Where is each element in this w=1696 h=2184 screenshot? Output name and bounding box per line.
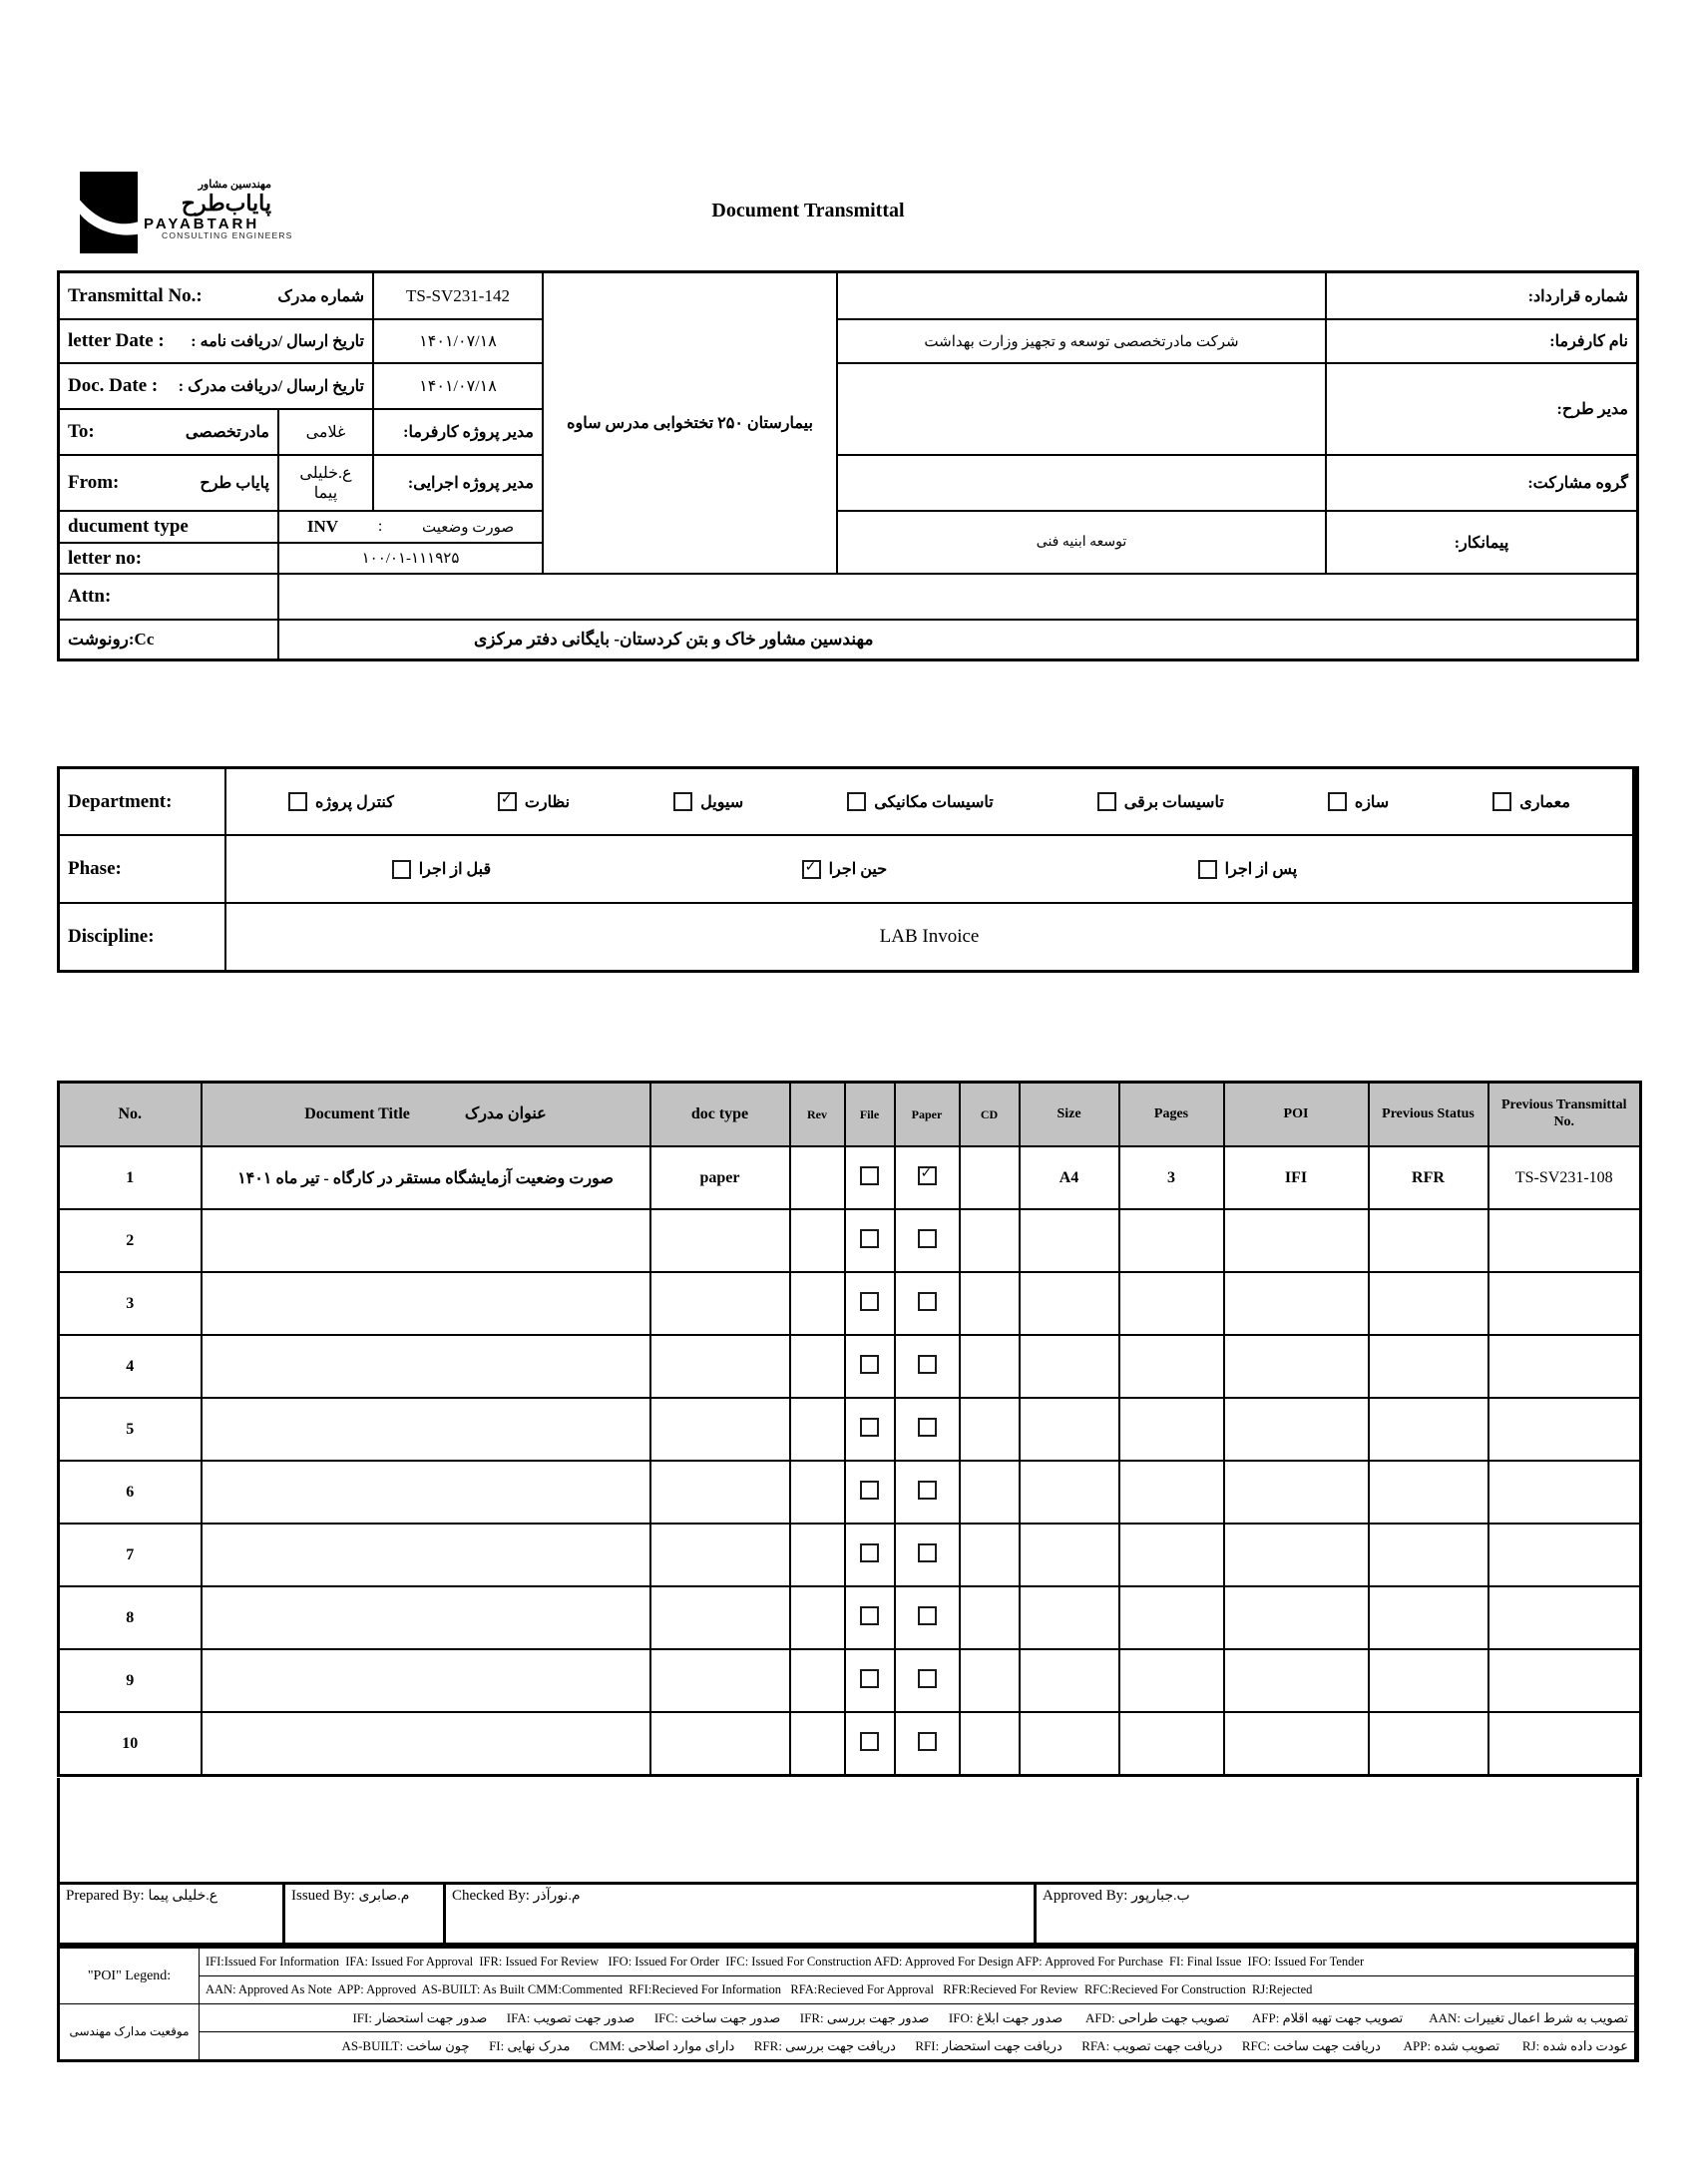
issued-by: Issued By: م.صابری — [282, 1885, 443, 1943]
file-checkbox-icon — [860, 1732, 879, 1751]
jv-group-label: گروه مشارکت: — [1327, 456, 1636, 510]
client-value: شرکت مادرتخصصی توسعه و تجهیز وزارت بهداشت — [838, 320, 1325, 362]
department-table — [57, 766, 1639, 973]
checkbox-icon — [498, 792, 517, 811]
row-previous-transmittal — [1488, 1712, 1641, 1776]
table-row — [59, 1209, 1641, 1272]
row-previous-transmittal — [1488, 1586, 1641, 1649]
col-previous-transmittal: Previous Transmittal No. — [1488, 1083, 1641, 1147]
row-pages — [1119, 1649, 1224, 1712]
client-label: نام کارفرما: — [1327, 320, 1636, 362]
prepared-by: Prepared By: ع.خلیلی پیما — [66, 1888, 218, 1904]
department-items — [226, 769, 1632, 834]
row-size — [1020, 1586, 1119, 1649]
col-size: Size — [1020, 1083, 1119, 1147]
letter-no-label: letter no: — [60, 544, 277, 573]
row-paper — [895, 1649, 960, 1712]
row-previous-transmittal — [1488, 1398, 1641, 1461]
table-row — [59, 1586, 1641, 1649]
row-paper — [895, 1146, 960, 1209]
row-cd — [960, 1272, 1020, 1335]
row-no: 4 — [59, 1335, 202, 1398]
row-poi — [1224, 1586, 1369, 1649]
row-previous-status: RFR — [1369, 1146, 1488, 1209]
row-title — [202, 1649, 650, 1712]
row-no: 9 — [59, 1649, 202, 1712]
row-rev — [790, 1712, 845, 1776]
row-poi: IFI — [1224, 1146, 1369, 1209]
paper-checkbox-icon — [918, 1292, 937, 1311]
row-previous-transmittal — [1488, 1272, 1641, 1335]
row-previous-status — [1369, 1335, 1488, 1398]
row-doc-type — [650, 1398, 790, 1461]
col-cd: CD — [960, 1083, 1020, 1147]
row-pages — [1119, 1335, 1224, 1398]
checkbox-icon — [847, 792, 866, 811]
row-cd — [960, 1209, 1020, 1272]
row-poi — [1224, 1524, 1369, 1586]
row-previous-status — [1369, 1272, 1488, 1335]
row-paper — [895, 1335, 960, 1398]
to-person: غلامی — [279, 410, 372, 454]
cc-value: مهندسین مشاور خاک و بتن کردستان- بایگانی دفتر مرکزی — [279, 621, 1636, 658]
to-role-label: مدیر پروژه کارفرما: — [374, 410, 542, 454]
contract-no-label: شماره قرارداد: — [1327, 273, 1636, 318]
row-pages — [1119, 1586, 1224, 1649]
row-rev — [790, 1398, 845, 1461]
row-previous-transmittal — [1488, 1649, 1641, 1712]
row-cd — [960, 1461, 1020, 1524]
logo-fa-name: پایاب‌طرح — [181, 190, 271, 216]
row-poi — [1224, 1712, 1369, 1776]
table-row — [59, 1335, 1641, 1398]
row-title — [202, 1524, 650, 1586]
doc-type-value: INV : صورت وضعیت — [279, 512, 542, 542]
row-size — [1020, 1524, 1119, 1586]
row-pages — [1119, 1209, 1224, 1272]
row-previous-transmittal: TS-SV231-108 — [1488, 1146, 1641, 1209]
row-pages: 3 — [1119, 1146, 1224, 1209]
file-checkbox-icon — [860, 1418, 879, 1437]
row-size — [1020, 1649, 1119, 1712]
row-file — [845, 1146, 895, 1209]
table-header-row — [59, 1083, 1641, 1147]
legend-fa-label: موقعیت مدارک مهندسی — [60, 2004, 199, 2059]
jv-group-value — [838, 456, 1325, 510]
row-poi — [1224, 1209, 1369, 1272]
row-file — [845, 1649, 895, 1712]
logo-en-name: PAYABTARH — [144, 215, 260, 232]
row-file — [845, 1712, 895, 1776]
row-rev — [790, 1461, 845, 1524]
contract-no-value — [838, 273, 1325, 318]
row-previous-status — [1369, 1649, 1488, 1712]
phase-item: ✓ حین اجرا — [802, 859, 888, 879]
row-file — [845, 1398, 895, 1461]
col-no: No. — [59, 1083, 202, 1147]
file-checkbox-icon — [860, 1669, 879, 1688]
paper-checkbox-icon — [918, 1606, 937, 1625]
legend-fa-row2: عودت داده شده :RJ تصویب شده :APP دریافت جهت ساخت :RFC دریافت جهت تصویب :RFA دریافت جهت استحضار :RFI دریافت جهت بررسی :RFR دارای موارد اصلاحی :CMM مدرک نهایی :FI چون ساخت :AS-BUILT — [200, 2032, 1634, 2059]
row-file — [845, 1461, 895, 1524]
row-doc-type — [650, 1524, 790, 1586]
file-checkbox-icon — [860, 1355, 879, 1374]
row-cd — [960, 1398, 1020, 1461]
row-previous-transmittal — [1488, 1335, 1641, 1398]
transmittal-no-value: TS-SV231-142 — [374, 273, 542, 318]
checkbox-icon — [1492, 792, 1511, 811]
legend-en-row1: IFI:Issued For Information IFA: Issued For Approval IFR: Issued For Review IFO: Issued For Order IFC: Issued For Construction AFD: Approved For Design AFP: Approved For Purchase FI: Final Issue IFO: Issued For Tender — [200, 1949, 1634, 1975]
row-doc-type — [650, 1712, 790, 1776]
row-paper — [895, 1398, 960, 1461]
table-row — [59, 1398, 1641, 1461]
row-no: 2 — [59, 1209, 202, 1272]
table-row — [59, 1461, 1641, 1524]
file-checkbox-icon — [860, 1543, 879, 1562]
row-title — [202, 1272, 650, 1335]
paper-checkbox-icon — [918, 1543, 937, 1562]
row-cd — [960, 1712, 1020, 1776]
row-paper — [895, 1272, 960, 1335]
phase-label: Phase: — [60, 836, 224, 902]
poi-legend-label: "POI" Legend: — [60, 1949, 199, 2003]
row-paper — [895, 1461, 960, 1524]
row-doc-type — [650, 1272, 790, 1335]
department-item: تاسیسات مکانیکی — [847, 792, 994, 812]
row-pages — [1119, 1272, 1224, 1335]
paper-checkbox-icon — [918, 1166, 937, 1185]
row-size — [1020, 1712, 1119, 1776]
col-rev: Rev — [790, 1083, 845, 1147]
contractor-value: توسعه ابنیه فنی — [838, 512, 1325, 573]
project-name: بیمارستان ۲۵۰ تختخوابی مدرس ساوه — [544, 273, 836, 573]
table-row — [59, 1146, 1641, 1209]
logo-fa-small: مهندسین مشاور — [198, 179, 271, 191]
file-checkbox-icon — [860, 1166, 879, 1185]
paper-checkbox-icon — [918, 1418, 937, 1437]
paper-checkbox-icon — [918, 1669, 937, 1688]
row-title — [202, 1335, 650, 1398]
row-size — [1020, 1335, 1119, 1398]
row-title — [202, 1586, 650, 1649]
col-previous-status: Previous Status — [1369, 1083, 1488, 1147]
table-empty-area — [57, 1778, 1639, 1882]
paper-checkbox-icon — [918, 1229, 937, 1248]
department-item: سازه — [1328, 792, 1389, 812]
row-size — [1020, 1209, 1119, 1272]
from-person: ع.خلیلی پیما — [279, 456, 372, 510]
table-row — [59, 1272, 1641, 1335]
department-item: معماری — [1492, 792, 1570, 812]
row-no: 7 — [59, 1524, 202, 1586]
row-previous-status — [1369, 1524, 1488, 1586]
file-checkbox-icon — [860, 1229, 879, 1248]
row-poi — [1224, 1335, 1369, 1398]
row-rev — [790, 1586, 845, 1649]
row-cd — [960, 1586, 1020, 1649]
checkbox-icon — [1328, 792, 1347, 811]
row-cd — [960, 1649, 1020, 1712]
row-size — [1020, 1398, 1119, 1461]
transmittal-no-label: Transmittal No.: شماره مدرک — [60, 273, 372, 318]
row-doc-type — [650, 1209, 790, 1272]
checkbox-icon — [288, 792, 307, 811]
col-file: File — [845, 1083, 895, 1147]
row-paper — [895, 1586, 960, 1649]
to-row: To: مادرتخصصی — [60, 410, 277, 454]
cc-label: رونوشت:Cc — [60, 621, 277, 658]
row-paper — [895, 1524, 960, 1586]
row-title — [202, 1398, 650, 1461]
phase-items — [226, 836, 1632, 902]
design-manager-label: مدیر طرح: — [1327, 364, 1636, 454]
row-doc-type: paper — [650, 1146, 790, 1209]
row-previous-transmittal — [1488, 1209, 1641, 1272]
checkbox-icon — [673, 792, 692, 811]
checkbox-icon — [1097, 792, 1116, 811]
row-poi — [1224, 1649, 1369, 1712]
row-file — [845, 1209, 895, 1272]
doc-type-label: ducument type — [60, 512, 277, 542]
row-previous-status — [1369, 1712, 1488, 1776]
row-file — [845, 1586, 895, 1649]
row-no: 1 — [59, 1146, 202, 1209]
row-previous-transmittal — [1488, 1524, 1641, 1586]
table-row — [59, 1712, 1641, 1776]
row-previous-status — [1369, 1586, 1488, 1649]
letter-date-label: letter Date : تاریخ ارسال /دریافت نامه : — [60, 320, 372, 362]
contractor-label: پیمانکار: — [1327, 512, 1636, 573]
row-file — [845, 1524, 895, 1586]
doc-date-label: Doc. Date : تاریخ ارسال /دریافت مدرک : — [60, 364, 372, 408]
row-rev — [790, 1209, 845, 1272]
row-size: A4 — [1020, 1146, 1119, 1209]
row-cd — [960, 1524, 1020, 1586]
header-table — [57, 270, 1639, 661]
discipline-value: LAB Invoice — [226, 904, 1632, 970]
row-previous-status — [1369, 1461, 1488, 1524]
doc-date-value: ۱۴۰۱/۰۷/۱۸ — [374, 364, 542, 408]
legend-fa-row1: تصویب به شرط اعمال تغییرات :AAN تصویب جهت تهیه اقلام :AFP تصویب جهت طراحی :AFD صدور جهت ابلاغ :IFO صدور جهت بررسی :IFR صدور جهت ساخت :IFC صدور جهت تصویب :IFA صدور جهت استحضار :IFI — [200, 2004, 1634, 2031]
col-paper: Paper — [895, 1083, 960, 1147]
attn-value — [279, 575, 1636, 619]
row-rev — [790, 1335, 845, 1398]
row-file — [845, 1272, 895, 1335]
department-item: کنترل پروژه — [288, 792, 394, 812]
design-manager-value — [838, 364, 1325, 454]
row-previous-status — [1369, 1209, 1488, 1272]
paper-checkbox-icon — [918, 1732, 937, 1751]
row-no: 8 — [59, 1586, 202, 1649]
department-label: Department: — [60, 769, 224, 834]
department-item: سیویل — [673, 792, 743, 812]
row-previous-transmittal — [1488, 1461, 1641, 1524]
signature-row — [57, 1882, 1639, 1946]
letter-date-value: ۱۴۰۱/۰۷/۱۸ — [374, 320, 542, 362]
table-row — [59, 1524, 1641, 1586]
discipline-label: Discipline: — [60, 904, 224, 970]
col-title: Document Title عنوان مدرک — [202, 1083, 650, 1147]
phase-item: قبل از اجرا — [392, 859, 491, 879]
row-doc-type — [650, 1586, 790, 1649]
row-size — [1020, 1461, 1119, 1524]
row-doc-type — [650, 1461, 790, 1524]
from-row: From: پایاب طرح — [60, 456, 277, 510]
file-checkbox-icon — [860, 1292, 879, 1311]
poi-legend — [57, 1946, 1639, 2062]
row-poi — [1224, 1398, 1369, 1461]
row-file — [845, 1335, 895, 1398]
legend-en-row2: AAN: Approved As Note APP: Approved AS-BUILT: As Built CMM:Commented RFI:Recieved For Information RFA:Recieved For Approval RFR:Recieved For Review RFC:Recieved For Construction RJ:Rejected — [200, 1976, 1634, 2003]
row-doc-type — [650, 1649, 790, 1712]
row-cd — [960, 1335, 1020, 1398]
checkbox-icon — [392, 860, 411, 879]
row-rev — [790, 1272, 845, 1335]
department-item: تاسیسات برقی — [1097, 792, 1224, 812]
row-poi — [1224, 1272, 1369, 1335]
row-pages — [1119, 1398, 1224, 1461]
row-pages — [1119, 1461, 1224, 1524]
file-checkbox-icon — [860, 1481, 879, 1500]
table-row — [59, 1649, 1641, 1712]
row-cd — [960, 1146, 1020, 1209]
row-paper — [895, 1209, 960, 1272]
row-rev — [790, 1524, 845, 1586]
row-rev — [790, 1649, 845, 1712]
department-item: ✓ نظارت — [498, 792, 570, 812]
checkbox-icon — [1198, 860, 1217, 879]
row-previous-status — [1369, 1398, 1488, 1461]
col-doc-type: doc type — [650, 1083, 790, 1147]
attn-label: Attn: — [60, 575, 277, 619]
phase-item: پس از اجرا — [1198, 859, 1298, 879]
row-size — [1020, 1272, 1119, 1335]
row-pages — [1119, 1712, 1224, 1776]
col-pages: Pages — [1119, 1083, 1224, 1147]
approved-by: Approved By: ب.جبارپور — [1034, 1885, 1636, 1943]
from-role-label: مدیر پروژه اجرایی: — [374, 456, 542, 510]
row-paper — [895, 1712, 960, 1776]
col-poi: POI — [1224, 1083, 1369, 1147]
document-list-table — [57, 1081, 1642, 1777]
row-doc-type — [650, 1335, 790, 1398]
row-poi — [1224, 1461, 1369, 1524]
row-rev — [790, 1146, 845, 1209]
table-body — [59, 1146, 1641, 1776]
row-no: 10 — [59, 1712, 202, 1776]
row-title — [202, 1209, 650, 1272]
checked-by: Checked By: م.نورآذر — [443, 1885, 1034, 1943]
row-title — [202, 1712, 650, 1776]
letter-no-value: ۱۰۰/۰۱-۱۱۱۹۲۵ — [279, 544, 542, 573]
row-no: 3 — [59, 1272, 202, 1335]
logo-en-sub: CONSULTING ENGINEERS — [162, 230, 293, 241]
file-checkbox-icon — [860, 1606, 879, 1625]
row-pages — [1119, 1524, 1224, 1586]
row-no: 6 — [59, 1461, 202, 1524]
paper-checkbox-icon — [918, 1481, 937, 1500]
checkbox-icon — [802, 860, 821, 879]
row-title: صورت وضعیت آزمایشگاه مستقر در کارگاه - تیر ماه ۱۴۰۱ — [202, 1146, 650, 1209]
row-no: 5 — [59, 1398, 202, 1461]
page-title: Document Transmittal — [711, 200, 905, 221]
paper-checkbox-icon — [918, 1355, 937, 1374]
row-title — [202, 1461, 650, 1524]
